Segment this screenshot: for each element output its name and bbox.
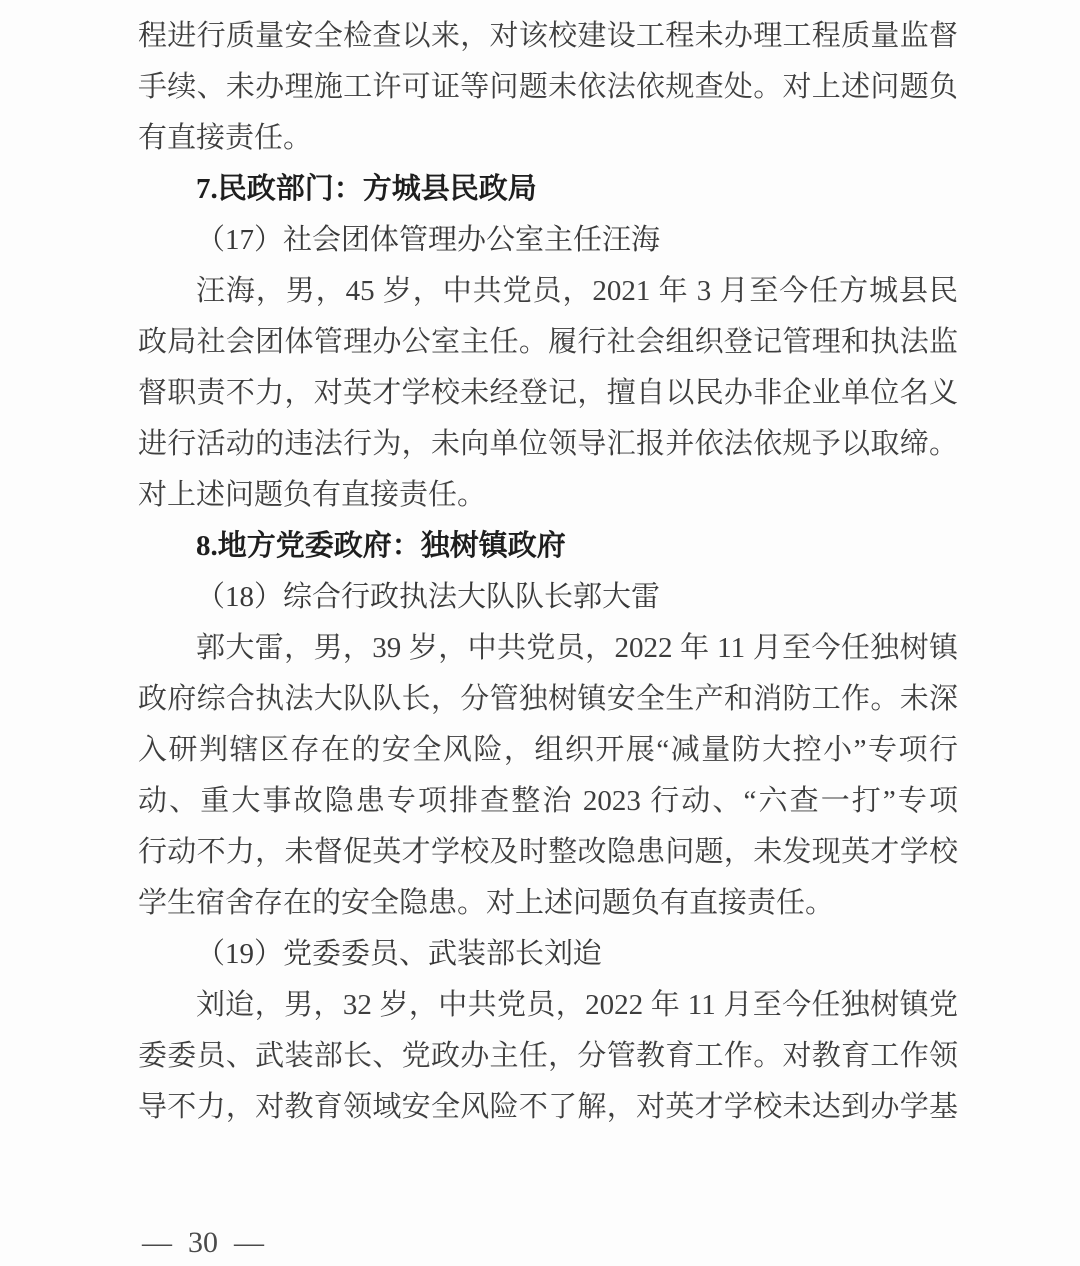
- paragraph-guodalei: [138, 623, 958, 929]
- text-line: 有直接责任。: [138, 122, 313, 154]
- paragraph-wanghai: [138, 266, 958, 521]
- section-heading-8: 8.地方党委政府：独树镇政府: [196, 530, 566, 562]
- text-line: 入研判辖区存在的安全风险，组织开展“减量防大控小”专项行: [138, 734, 958, 766]
- text-line: 政府综合执法大队队长，分管独树镇安全生产和消防工作。未深: [138, 683, 958, 715]
- document-page: [138, 11, 958, 1133]
- paragraph-liudai: [138, 980, 958, 1133]
- text-line: 委委员、武装部长、党政办主任，分管教育工作。对教育工作领: [138, 1040, 958, 1072]
- text-line: 政局社会团体管理办公室主任。履行社会组织登记管理和执法监: [138, 326, 958, 358]
- footer-left-dash: —: [142, 1226, 172, 1259]
- text-line: 刘迨，男，32 岁，中共党员，2022 年 11 月至今任独树镇党: [196, 989, 958, 1021]
- text-line: 行动不力，未督促英才学校及时整改隐患问题，未发现英才学校: [138, 836, 958, 868]
- text-line: 动、重大事故隐患专项排查整治 2023 行动、“六查一打”专项: [138, 785, 958, 817]
- text-line: 进行活动的违法行为，未向单位领导汇报并依法依规予以取缔。: [138, 428, 958, 460]
- subsection-heading-18: （18）综合行政执法大队队长郭大雷: [196, 581, 661, 613]
- section-heading-7: 7.民政部门：方城县民政局: [196, 173, 537, 205]
- text-line: 学生宿舍存在的安全隐患。对上述问题负有直接责任。: [138, 887, 835, 919]
- page-footer: [142, 1220, 264, 1266]
- text-line: 导不力，对教育领域安全风险不了解，对英才学校未达到办学基: [138, 1091, 958, 1123]
- text-line: 程进行质量安全检查以来，对该校建设工程未办理工程质量监督: [138, 20, 958, 52]
- text-line: 手续、未办理施工许可证等问题未依法依规查处。对上述问题负: [138, 71, 958, 103]
- subsection-heading-19: （19）党委委员、武装部长刘迨: [196, 938, 603, 970]
- page-number: 30: [188, 1226, 218, 1259]
- paragraph-continuation: [138, 11, 958, 164]
- footer-right-dash: —: [234, 1226, 264, 1259]
- text-line: 郭大雷，男，39 岁，中共党员，2022 年 11 月至今任独树镇: [196, 632, 958, 664]
- text-line: 对上述问题负有直接责任。: [138, 479, 487, 511]
- text-line: 督职责不力，对英才学校未经登记，擅自以民办非企业单位名义: [138, 377, 958, 409]
- subsection-heading-17: （17）社会团体管理办公室主任汪海: [196, 224, 661, 256]
- text-line: 汪海，男，45 岁，中共党员，2021 年 3 月至今任方城县民: [196, 275, 958, 307]
